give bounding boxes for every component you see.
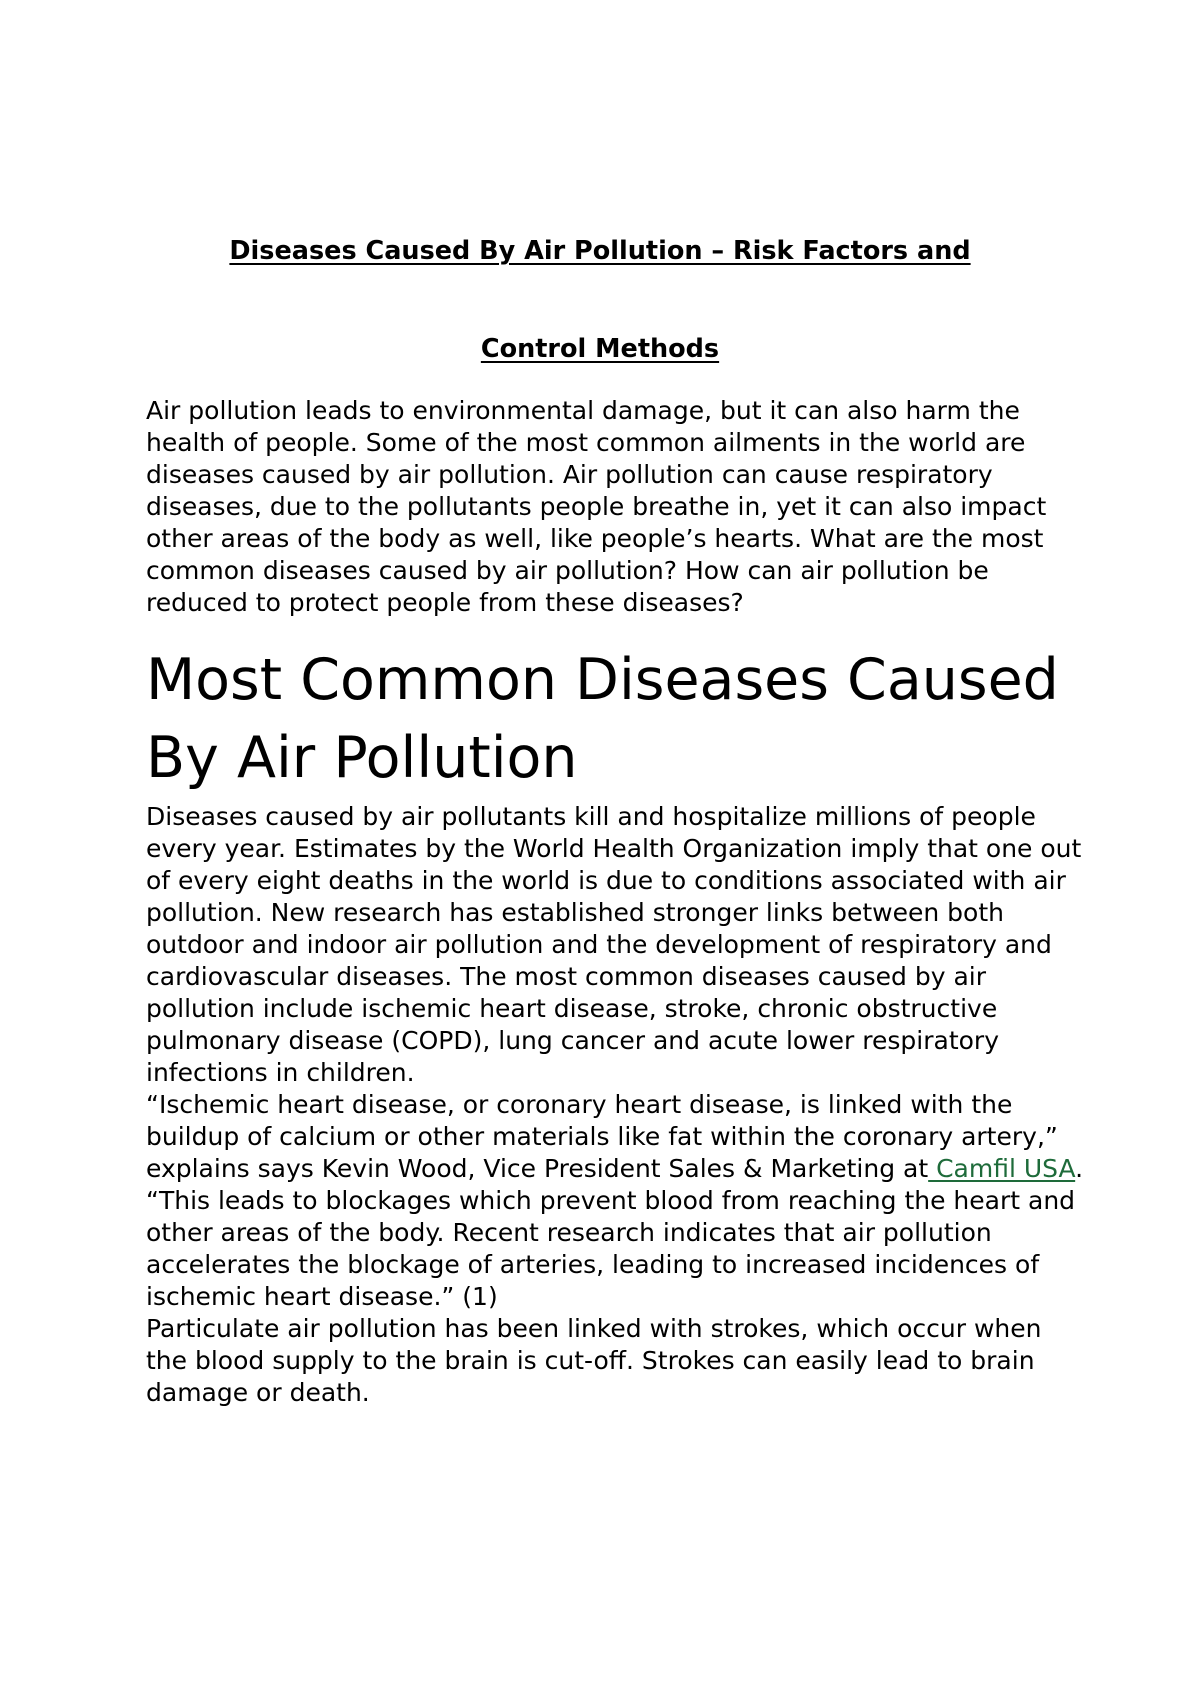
document-body: [146, 395, 1086, 1409]
paragraph-ischemic-heart-disease: [146, 1089, 1086, 1313]
document-title-line-2: Control Methods: [480, 334, 720, 364]
intro-paragraph: Air pollution leads to environmental damage, but it can also harm the health of people. Some of the most common ailments in the world are diseases caused by air pollution. Air pollution can cause respiratory diseases, due to the pollutants people breathe in, yet it can also impact other areas of the body as well, like people’s hearts. What are the most common diseases caused by air pollution? How can air pollution be reduced to protect people from these diseases?: [146, 396, 1047, 617]
paragraph-diseases-overview: Diseases caused by air pollutants kill and hospitalize millions of people every year. Estimates by the World Health Organization imply that one out of every eight deaths in the world is due to conditions associated with air pollution. New research has established stronger links between both outdoor and indoor air pollution and the development of respiratory and cardiovascular diseases. The most common diseases caused by air pollution include ischemic heart disease, stroke, chronic obstructive pulmonary disease (COPD), lung cancer and acute lower respiratory infections in children.: [146, 802, 1082, 1087]
paragraph-text-after-link: . “This leads to blockages which prevent blood from reaching the heart and other areas of the body. Recent research indicates that air pollution accelerates the blockage of arteries, leading to increased incidences of ischemic heart disease.” (1): [146, 1154, 1084, 1311]
document-title-line-1: Diseases Caused By Air Pollution – Risk Factors and: [229, 236, 971, 266]
paragraph-text-before-link: “Ischemic heart disease, or coronary heart disease, is linked with the buildup of calcium or other materials like fat within the coronary artery,” explains says Kevin Wood, Vice President Sales & Marketing at: [146, 1090, 1058, 1183]
camfil-usa-link[interactable]: Camfil USA: [928, 1154, 1076, 1183]
section-heading: Most Common Diseases Caused By Air Pollution: [146, 647, 1059, 791]
paragraph-strokes: Particulate air pollution has been linked with strokes, which occur when the blood supply to the brain is cut-off. Strokes can easily lead to brain damage or death.: [146, 1314, 1042, 1407]
